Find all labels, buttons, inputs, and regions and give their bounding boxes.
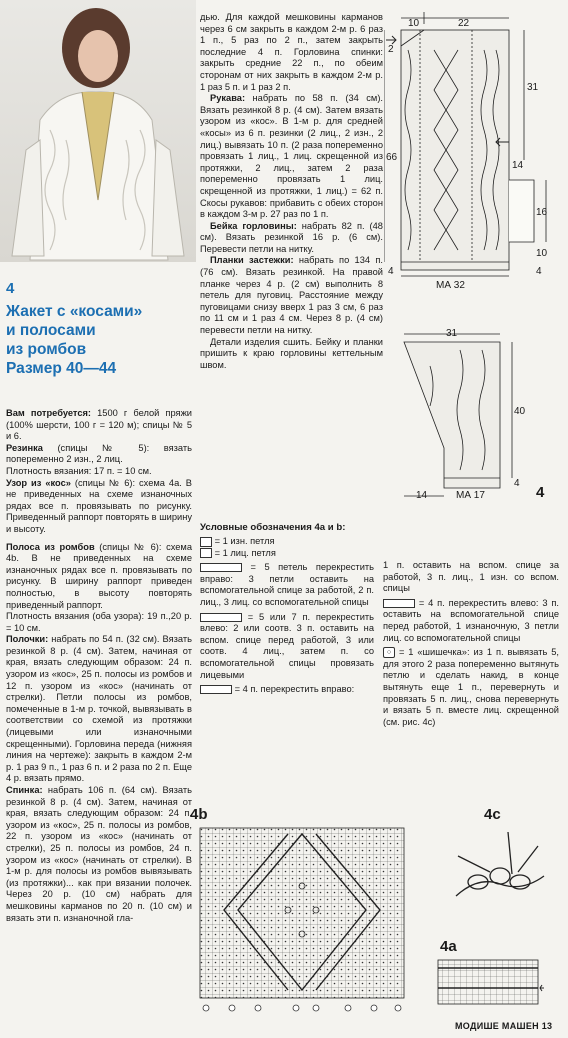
paragraph-lead: Планки застежки:	[210, 255, 294, 266]
paragraph	[200, 255, 383, 336]
dim-label: 16	[536, 207, 548, 218]
pattern-chart-4b	[198, 826, 408, 1016]
dim-label: 14	[512, 160, 524, 171]
model-photo	[0, 0, 196, 262]
legend-item: ○ = 1 «шишечка»: из 1 п. вывязать 5, для этого 2 раза попеременно вытянуть петлю и сделать накид, в конце вытянуть еще 1 п., перевернуть и провязать 5 п. лиц., снова перевернуть и вязать 5 п. вместе лиц. скрещенной (см. рис. 4c)	[383, 647, 559, 727]
paragraph-lead: Вам потребуется:	[6, 408, 92, 418]
paragraph-text: (спицы № 6): схема 4b. В не приведенных на схеме изнаночных рядах все п. провязывать по рисунку. В ширину раппорт приведен полностью, в высоту повторять приведенный раппорт.	[6, 541, 192, 610]
title-line: Жакет с «косами»	[6, 303, 143, 320]
paragraph-text: дью. Для каждой мешковины карманов через 6 см закрыть в каждом 2-м р. 6 раз 1 п., 5 раз по 2 п., затем закрыть последние 4 п. Горловина спинки: закрыть средние 22 п., по обеим сторонам от них закрыть в каждом 2-м р. 1 раз 5 п. и 1 раз 2 п.	[200, 12, 383, 92]
legend-item: = 5 петель перекрестить вправо: 3 петли оставить на вспомогательной спице за работой, 2 п. лиц., 3 лиц. со вспомогательной спицы	[200, 562, 374, 607]
figure-label-4c: 4c	[484, 806, 501, 823]
dim-label: МА 17	[456, 490, 485, 501]
title-line: и полосами	[6, 322, 96, 339]
legend-list-2	[383, 560, 559, 728]
paragraph-text: набрать 82 п. (48 см). Вязать резинкой 16 р. (6 см). Перевести петли на нитку.	[200, 220, 383, 254]
legend-item: = 4 п. перекрестить вправо:	[200, 684, 374, 696]
dim-label: 31	[527, 82, 539, 93]
cable-5-7-left-icon	[200, 613, 242, 622]
dim-label: 10	[408, 18, 420, 29]
legend-list-1	[200, 536, 374, 696]
paragraph-text: набрать 106 п. (64 см). Вязать резинкой 8 р. (4 см). Затем, начиная от края, вязать следующим образом: 24 п. узором из «кос», 25 п. полосы из ромбов, 22 п. узором из «кос» (начинать от стрелки), 25 п. полосы из ромбов, 24 п. узором из «кос» (начинать от стрелки). В 1-м р. для полосы из ромбов вывязывать (из протяжки)... как при вязании полочек. Через 20 р. (10 см) набрать для мешковины карманов по 20 п. (10 см) и вязать эти п. изнаночной гла-	[6, 785, 192, 923]
paragraph	[200, 12, 383, 93]
legend-title: Условные обозначения 4а и b:	[200, 522, 346, 533]
legend-item: = 4 п. перекрестить влево: 3 п. оставить на вспомогательной спице перед работой, 1 изнаночную, 3 петли лиц. со вспомогательной спицы	[383, 597, 559, 643]
dim-label: МА 32	[436, 280, 465, 291]
paragraph-text: (спицы № 6): схема 4а. В не приведенных на схеме изнаночных рядах все п. провязывать по рисунку. Приведенный раппорт повторять в ширину и высоту.	[6, 477, 193, 534]
figure-label-4b: 4b	[190, 806, 208, 823]
article-number: 4	[6, 280, 15, 297]
article-title	[6, 302, 196, 378]
paragraph-lead: Узор из «кос»	[6, 477, 71, 488]
paragraph	[200, 93, 383, 221]
dim-label: 31	[446, 328, 458, 339]
instructions-column-2	[200, 12, 383, 371]
knit-symbol-icon	[200, 548, 212, 558]
dim-label: 14	[416, 490, 428, 501]
instructions-column-1	[6, 408, 192, 924]
legend-item: = 1 лиц. петля	[200, 548, 374, 560]
paragraph-text: Детали изделия сшить. Бейку и планки пришить к краю горловины кеттельным швом.	[200, 336, 383, 370]
cable-5-right-icon	[200, 563, 242, 572]
sleeve-schematic	[400, 326, 560, 506]
dim-label: 4	[388, 266, 394, 277]
bobble-symbol-icon: ○	[383, 647, 395, 658]
paragraph	[6, 542, 192, 612]
paragraph-text: 1500 г белой пряжи (100% шерсти, 100 г = 120 м); спицы № 5 и 6.	[6, 408, 192, 442]
paragraph	[6, 785, 192, 924]
legend-item: 1 п. оставить на вспом. спице за работой, 3 п. лиц., 1 изн. со вспом. спицы	[383, 560, 559, 594]
page-footer: МОДИШЕ МАШЕН 13	[455, 1021, 553, 1031]
paragraph	[6, 634, 192, 785]
figure-label-4a: 4a	[440, 938, 457, 955]
title-line: Размер 40—44	[6, 360, 117, 377]
paragraph-lead: Резинка	[6, 442, 43, 453]
paragraph-lead: Полоса из ромбов	[6, 541, 95, 552]
paragraph	[6, 478, 192, 536]
paragraph	[6, 443, 192, 466]
paragraph-lead: Бейка горловины:	[210, 220, 297, 231]
dim-label: 40	[514, 406, 526, 417]
paragraph-text: набрать по 54 п. (32 см). Вязать резинкой 8 р. (4 см). Затем, начиная от края, вязать следующим образом: 24 п. узором из «кос», 25 п. полосы из ромбов и 12 п. узором из «кос» (начинать от стрелки). Петли полосы из ромбов, помеченные в 1-м р. точкой, вывязывать в соответствии со схемой из протяжки (лицевыми или изнаночными скрещенными). Горловина переда (нижняя линия на чертеже): закрыть в каждом 2-м р. 1 раз 9 п., 1 раз 6 п. и 2 раза по 2 п. Еще 4 р. вязать прямо.	[6, 634, 192, 784]
dim-label: 66	[386, 152, 398, 163]
paragraph-text: Плотность вязания: 17 п. = 10 см.	[6, 465, 152, 476]
paragraph-text: набрать по 134 п. (76 см). Вязать резинкой. На правой планке через 4 р. (2 см) выполнить 8 петель для пуговиц. Расстояние между пуговицами снизу вверх 1 раз 3 см, 6 раз по 11 см и 1 раз 4 см. Через 8 р. (4 см) перевести петли на нитку.	[200, 255, 383, 336]
paragraph	[200, 221, 383, 256]
figure-number: 4	[536, 484, 545, 501]
dim-label: 4	[514, 478, 520, 489]
paragraph	[6, 466, 192, 478]
bobble-illustration	[448, 826, 552, 906]
paragraph	[6, 611, 192, 634]
cable-4-right-icon	[200, 685, 232, 694]
paragraph-lead: Спинка:	[6, 785, 43, 795]
paragraph	[6, 408, 192, 443]
paragraph-lead: Полочки:	[6, 634, 49, 645]
title-line: из ромбов	[6, 341, 87, 358]
purl-symbol-icon	[200, 537, 212, 547]
dim-label: 10	[536, 248, 548, 259]
legend-item: = 1 изн. петля	[200, 536, 374, 548]
dim-label: 4	[536, 266, 542, 277]
back-front-schematic	[384, 10, 564, 300]
paragraph-text: Плотность вязания (оба узора): 19 п.,20 р. = 10 см.	[6, 611, 192, 633]
pattern-chart-4a	[436, 958, 546, 1018]
paragraph-text: (спицы № 5): вязать попеременно 2 изн., 2 лиц.	[6, 442, 192, 465]
paragraph	[200, 337, 383, 372]
paragraph-lead: Рукава:	[210, 93, 246, 104]
legend-item: = 5 или 7 п. перекрестить влево: 2 или соотв. 3 п. оставить на вспом. спице перед работой, 3 или соотв. 4 лиц., затем п. со вспомогательной спицы провязать лицевыми	[200, 611, 374, 680]
dim-label: 22	[458, 18, 470, 29]
dim-label: 2	[388, 44, 394, 55]
paragraph-text: набрать по 58 п. (34 см). Вязать резинкой 8 р. (4 см). Затем вязать узором из «кос». В 1-м р. для средней «косы» из 6 п. резинки (2 лиц., 2 изн., 2 лиц.) вывязать 10 п. (2 раза попеременно провязать 1 лиц., 1 лиц. скрещенной из протяжки, 2 лиц., затем 2 раза попеременно провязать 1 лиц. скрещенной из протяжки, 1 лиц.) = 62 п. Скосы рукавов: прибавить с обеих сторон в каждом 3-м р. 27 раз по 1 п.	[200, 93, 383, 220]
cable-4-left-icon	[383, 599, 415, 608]
